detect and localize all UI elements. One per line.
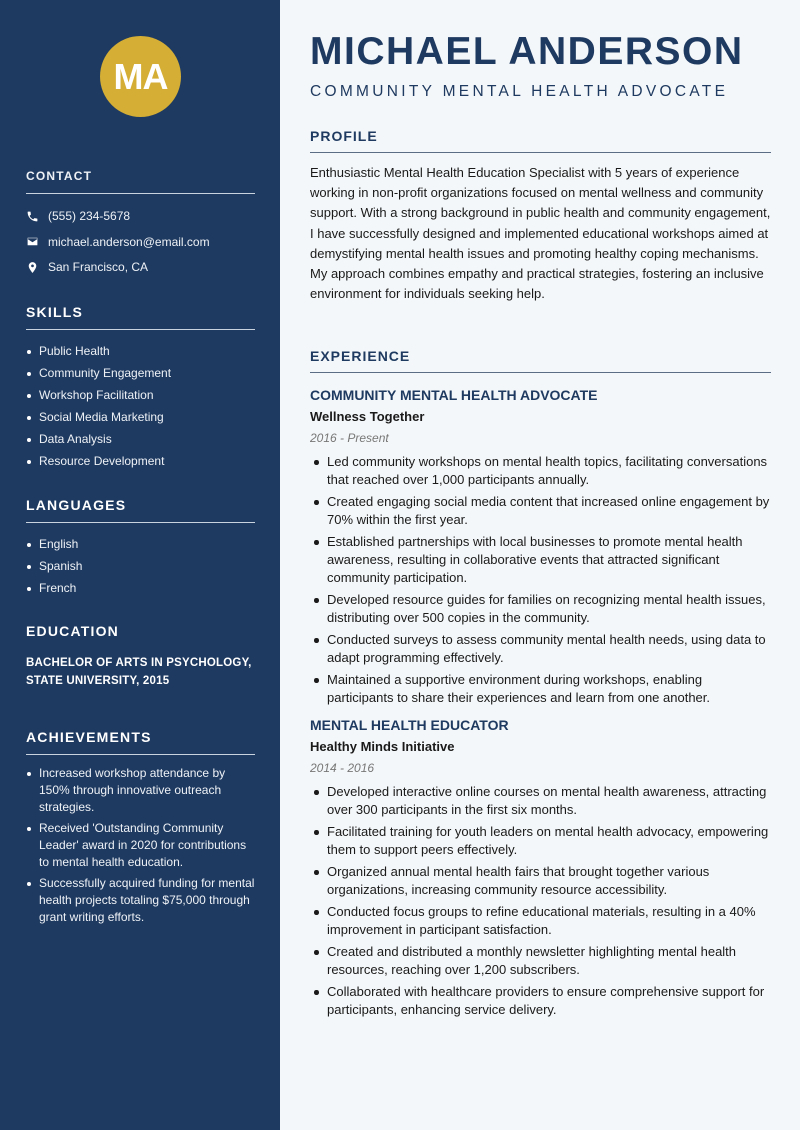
skill-item: Workshop Facilitation xyxy=(26,384,255,406)
education-degree: BACHELOR OF ARTS IN PSYCHOLOGY, xyxy=(26,657,252,669)
candidate-title: COMMUNITY MENTAL HEALTH ADVOCATE xyxy=(310,83,729,100)
job-bullet: Conducted focus groups to refine educational materials, resulting in a 40% improvement in participant satisfaction. xyxy=(310,903,771,939)
skill-item: Public Health xyxy=(26,340,255,362)
profile-text: Enthusiastic Mental Health Education Specialist with 5 years of experience working in non-profit organizations focused on mental wellness and community support. With a strong background in public health and community engagement, I have successfully designed and implemented educational workshops aimed at demystifying mental health issues and promoting healthy coping mechanisms. My approach combines empathy and practical strategies, fostering an inclusive environment for individuals seeking help. xyxy=(310,165,771,302)
language-item: Spanish xyxy=(26,555,255,577)
achievements-section xyxy=(26,729,255,930)
contact-section xyxy=(26,168,255,280)
job-bullet: Developed interactive online courses on mental health awareness, attracting over 300 participants in the first six months. xyxy=(310,783,771,819)
job-bullet: Maintained a supportive environment during workshops, enabling participants to share their experiences and learn from one another. xyxy=(310,671,771,707)
candidate-name: MICHAEL ANDERSON xyxy=(310,30,744,73)
experience-heading: EXPERIENCE xyxy=(310,348,771,373)
achievements-heading: ACHIEVEMENTS xyxy=(26,729,255,755)
skills-heading: SKILLS xyxy=(26,304,255,330)
contact-location xyxy=(26,255,255,281)
contact-email xyxy=(26,229,255,255)
job-company: Wellness Together xyxy=(310,409,425,424)
email-text: michael.anderson@email.com xyxy=(48,234,210,249)
phone-text: (555) 234-5678 xyxy=(48,209,131,224)
education-school: STATE UNIVERSITY, 2015 xyxy=(26,675,170,687)
job-bullet: Established partnerships with local businesses to promote mental health awareness, resulting in collaborative events that attracted significant community participation. xyxy=(310,533,771,587)
achievement-item: Successfully acquired funding for mental health projects totaling $75,000 through grant writing efforts. xyxy=(26,875,255,926)
job-title: COMMUNITY MENTAL HEALTH ADVOCATE xyxy=(310,387,598,403)
education-heading: EDUCATION xyxy=(26,623,119,639)
job-entry xyxy=(310,387,771,707)
skill-item: Data Analysis xyxy=(26,428,255,450)
education-section xyxy=(26,623,255,690)
location-text: San Francisco, CA xyxy=(48,260,149,275)
avatar: MA xyxy=(100,36,181,117)
job-bullet: Developed resource guides for families on recognizing mental health issues, distributing over 500 copies in the community. xyxy=(310,591,771,627)
email-icon xyxy=(26,235,39,248)
job-bullet: Created and distributed a monthly newsletter highlighting mental health resources, reaching over 1,200 subscribers. xyxy=(310,943,771,979)
job-bullet: Conducted surveys to assess community mental health needs, using data to adapt programming effectively. xyxy=(310,631,771,667)
job-title: MENTAL HEALTH EDUCATOR xyxy=(310,717,509,733)
job-company: Healthy Minds Initiative xyxy=(310,739,455,754)
skill-item: Resource Development xyxy=(26,450,255,472)
job-bullet: Created engaging social media content that increased online engagement by 70% within the first year. xyxy=(310,493,771,529)
language-item: English xyxy=(26,533,255,555)
profile-section xyxy=(310,128,771,304)
contact-phone xyxy=(26,204,255,230)
job-dates: 2016 - Present xyxy=(310,431,389,445)
job-bullet: Collaborated with healthcare providers to ensure comprehensive support for participants, enhancing service delivery. xyxy=(310,983,771,1019)
contact-heading: CONTACT xyxy=(26,168,255,194)
skills-section xyxy=(26,304,255,472)
location-pin-icon xyxy=(26,261,39,274)
phone-icon xyxy=(26,210,39,223)
job-bullet: Facilitated training for youth leaders on mental health advocacy, empowering them to support peers effectively. xyxy=(310,823,771,859)
experience-section xyxy=(310,348,771,1023)
language-item: French xyxy=(26,577,255,599)
job-entry xyxy=(310,717,771,1019)
achievement-item: Increased workshop attendance by 150% through innovative outreach strategies. xyxy=(26,765,255,816)
skill-item: Social Media Marketing xyxy=(26,406,255,428)
job-dates: 2014 - 2016 xyxy=(310,761,375,775)
sidebar xyxy=(0,0,280,1130)
job-bullet: Led community workshops on mental health topics, facilitating conversations that reached over 1,000 participants annually. xyxy=(310,453,771,489)
skill-item: Community Engagement xyxy=(26,362,255,384)
job-bullet: Organized annual mental health fairs that brought together various organizations, increasing community resource accessibility. xyxy=(310,863,771,899)
languages-section xyxy=(26,497,255,599)
profile-heading: PROFILE xyxy=(310,128,771,153)
languages-heading: LANGUAGES xyxy=(26,497,255,523)
achievement-item: Received 'Outstanding Community Leader' award in 2020 for contributions to mental health education. xyxy=(26,820,255,871)
